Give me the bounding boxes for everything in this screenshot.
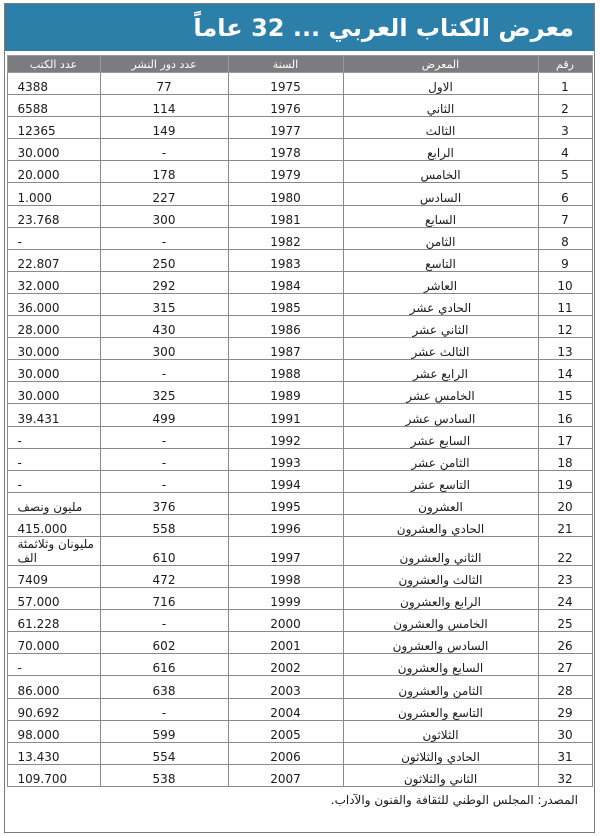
row-year: 1977 — [228, 117, 343, 139]
row-fair-name: الثالث والعشرون — [343, 565, 538, 587]
table-row — [7, 470, 592, 492]
row-number: 22 — [538, 536, 592, 565]
table-row — [7, 448, 592, 470]
row-books: مليون ونصف — [7, 492, 100, 514]
row-books: 23.768 — [7, 205, 100, 227]
row-publishers: - — [100, 360, 228, 382]
row-fair-name: السادس عشر — [343, 404, 538, 426]
row-fair-name: الخامس — [343, 161, 538, 183]
table-row — [7, 360, 592, 382]
row-year: 1983 — [228, 249, 343, 271]
row-fair-name: الثاني — [343, 95, 538, 117]
row-publishers: 300 — [100, 205, 228, 227]
row-publishers: 227 — [100, 183, 228, 205]
row-fair-name: السادس — [343, 183, 538, 205]
row-fair-name: الثامن — [343, 227, 538, 249]
row-books: مليونان وثلاثمئة الف — [7, 536, 100, 565]
row-fair-name: العشرون — [343, 492, 538, 514]
row-year: 1976 — [228, 95, 343, 117]
row-number: 18 — [538, 448, 592, 470]
row-books: 12365 — [7, 117, 100, 139]
row-publishers: 558 — [100, 514, 228, 536]
row-year: 1978 — [228, 139, 343, 161]
table-row — [7, 227, 592, 249]
row-year: 2005 — [228, 720, 343, 742]
row-fair-name: الاول — [343, 73, 538, 95]
row-year: 1996 — [228, 514, 343, 536]
row-number: 15 — [538, 382, 592, 404]
table-row — [7, 565, 592, 587]
row-year: 2006 — [228, 742, 343, 764]
row-publishers: 250 — [100, 249, 228, 271]
table-row — [7, 514, 592, 536]
row-publishers: 292 — [100, 271, 228, 293]
row-year: 1997 — [228, 536, 343, 565]
row-number: 27 — [538, 654, 592, 676]
row-number: 6 — [538, 183, 592, 205]
table-header-row — [7, 56, 592, 73]
row-number: 10 — [538, 271, 592, 293]
row-books: 30.000 — [7, 139, 100, 161]
row-fair-name: السابع والعشرون — [343, 654, 538, 676]
row-number: 24 — [538, 588, 592, 610]
table-row — [7, 698, 592, 720]
row-books: 61.228 — [7, 610, 100, 632]
row-books: 39.431 — [7, 404, 100, 426]
row-publishers: 114 — [100, 95, 228, 117]
row-fair-name: الحادي والثلاثون — [343, 742, 538, 764]
row-fair-name: السادس والعشرون — [343, 632, 538, 654]
row-books: 32.000 — [7, 271, 100, 293]
row-publishers: 325 — [100, 382, 228, 404]
row-number: 17 — [538, 426, 592, 448]
row-fair-name: السابع — [343, 205, 538, 227]
row-fair-name: الحادي والعشرون — [343, 514, 538, 536]
row-number: 28 — [538, 676, 592, 698]
row-number: 3 — [538, 117, 592, 139]
row-fair-name: التاسع عشر — [343, 470, 538, 492]
table-row — [7, 536, 592, 565]
row-books: - — [7, 426, 100, 448]
row-number: 2 — [538, 95, 592, 117]
row-publishers: - — [100, 448, 228, 470]
row-number: 16 — [538, 404, 592, 426]
row-publishers: 616 — [100, 654, 228, 676]
row-year: 1988 — [228, 360, 343, 382]
row-number: 20 — [538, 492, 592, 514]
row-publishers: 610 — [100, 536, 228, 565]
table-row — [7, 316, 592, 338]
row-fair-name: الحادي عشر — [343, 293, 538, 315]
table-row — [7, 205, 592, 227]
source-note: المصدر: المجلس الوطني للثقافة والفنون والآداب. — [330, 792, 578, 807]
row-publishers: 602 — [100, 632, 228, 654]
table-row — [7, 588, 592, 610]
table-row — [7, 382, 592, 404]
table-row — [7, 338, 592, 360]
row-fair-name: التاسع والعشرون — [343, 698, 538, 720]
row-books: 6588 — [7, 95, 100, 117]
row-publishers: - — [100, 139, 228, 161]
row-year: 1979 — [228, 161, 343, 183]
row-books: 86.000 — [7, 676, 100, 698]
row-books: 57.000 — [7, 588, 100, 610]
row-year: 2001 — [228, 632, 343, 654]
row-fair-name: الثاني والعشرون — [343, 536, 538, 565]
row-year: 1985 — [228, 293, 343, 315]
page-title: معرض الكتاب العربي ... 32 عاماً — [193, 13, 574, 42]
row-publishers: - — [100, 426, 228, 448]
row-number: 4 — [538, 139, 592, 161]
row-publishers: 538 — [100, 764, 228, 786]
row-publishers: 716 — [100, 588, 228, 610]
table-row — [7, 139, 592, 161]
row-fair-name: الخامس والعشرون — [343, 610, 538, 632]
row-books: 13.430 — [7, 742, 100, 764]
row-fair-name: التاسع — [343, 249, 538, 271]
row-year: 1986 — [228, 316, 343, 338]
row-number: 5 — [538, 161, 592, 183]
row-fair-name: السابع عشر — [343, 426, 538, 448]
row-books: 30.000 — [7, 382, 100, 404]
row-books: 7409 — [7, 565, 100, 587]
row-year: 1991 — [228, 404, 343, 426]
row-year: 1980 — [228, 183, 343, 205]
row-number: 25 — [538, 610, 592, 632]
table-row — [7, 95, 592, 117]
row-books: 20.000 — [7, 161, 100, 183]
row-books: 90.692 — [7, 698, 100, 720]
table-row — [7, 426, 592, 448]
row-fair-name: الرابع — [343, 139, 538, 161]
row-books: 4388 — [7, 73, 100, 95]
table-row — [7, 117, 592, 139]
row-publishers: 472 — [100, 565, 228, 587]
title-bar — [5, 4, 594, 51]
table-row — [7, 183, 592, 205]
table-body — [7, 73, 592, 787]
row-year: 1999 — [228, 588, 343, 610]
row-year: 1998 — [228, 565, 343, 587]
row-year: 2002 — [228, 654, 343, 676]
table-row — [7, 271, 592, 293]
row-fair-name: الرابع عشر — [343, 360, 538, 382]
row-year: 2004 — [228, 698, 343, 720]
row-fair-name: الثالث — [343, 117, 538, 139]
row-number: 1 — [538, 73, 592, 95]
row-number: 9 — [538, 249, 592, 271]
row-fair-name: الثامن والعشرون — [343, 676, 538, 698]
table-row — [7, 676, 592, 698]
header-name: المعرض — [343, 56, 538, 73]
row-number: 32 — [538, 764, 592, 786]
row-number: 23 — [538, 565, 592, 587]
row-books: 98.000 — [7, 720, 100, 742]
header-books: عدد الكتب — [7, 56, 100, 73]
row-publishers: 554 — [100, 742, 228, 764]
row-number: 19 — [538, 470, 592, 492]
row-books: - — [7, 654, 100, 676]
row-publishers: 300 — [100, 338, 228, 360]
header-year: السنة — [228, 56, 343, 73]
row-year: 1981 — [228, 205, 343, 227]
row-year: 1989 — [228, 382, 343, 404]
row-books: 415.000 — [7, 514, 100, 536]
book-fair-table — [7, 55, 593, 787]
row-publishers: 499 — [100, 404, 228, 426]
row-publishers: 430 — [100, 316, 228, 338]
table-frame — [4, 3, 595, 833]
row-books: 22.807 — [7, 249, 100, 271]
row-number: 30 — [538, 720, 592, 742]
row-fair-name: الرابع والعشرون — [343, 588, 538, 610]
row-fair-name: الخامس عشر — [343, 382, 538, 404]
row-year: 1995 — [228, 492, 343, 514]
row-year: 2000 — [228, 610, 343, 632]
row-number: 12 — [538, 316, 592, 338]
row-number: 13 — [538, 338, 592, 360]
table-row — [7, 293, 592, 315]
row-books: 28.000 — [7, 316, 100, 338]
header-num: رقم — [538, 56, 592, 73]
table-row — [7, 742, 592, 764]
row-publishers: 376 — [100, 492, 228, 514]
row-books: 30.000 — [7, 360, 100, 382]
row-publishers: - — [100, 698, 228, 720]
row-number: 26 — [538, 632, 592, 654]
row-books: - — [7, 227, 100, 249]
row-number: 29 — [538, 698, 592, 720]
row-year: 1987 — [228, 338, 343, 360]
row-books: 70.000 — [7, 632, 100, 654]
row-books: 36.000 — [7, 293, 100, 315]
row-publishers: 315 — [100, 293, 228, 315]
row-publishers: 178 — [100, 161, 228, 183]
row-year: 1975 — [228, 73, 343, 95]
row-year: 1992 — [228, 426, 343, 448]
row-publishers: - — [100, 470, 228, 492]
row-fair-name: الثاني والثلاثون — [343, 764, 538, 786]
table-row — [7, 404, 592, 426]
row-number: 8 — [538, 227, 592, 249]
table-row — [7, 720, 592, 742]
row-year: 2007 — [228, 764, 343, 786]
row-year: 1982 — [228, 227, 343, 249]
row-number: 21 — [538, 514, 592, 536]
table-row — [7, 161, 592, 183]
row-publishers: 599 — [100, 720, 228, 742]
row-year: 1984 — [228, 271, 343, 293]
row-publishers: 638 — [100, 676, 228, 698]
row-year: 1994 — [228, 470, 343, 492]
header-publishers: عدد دور النشر — [100, 56, 228, 73]
row-publishers: - — [100, 227, 228, 249]
row-number: 31 — [538, 742, 592, 764]
table-row — [7, 654, 592, 676]
row-year: 1993 — [228, 448, 343, 470]
row-books: 30.000 — [7, 338, 100, 360]
row-publishers: 149 — [100, 117, 228, 139]
row-fair-name: العاشر — [343, 271, 538, 293]
table-row — [7, 249, 592, 271]
table-row — [7, 632, 592, 654]
row-books: 109.700 — [7, 764, 100, 786]
row-fair-name: الثلاثون — [343, 720, 538, 742]
row-number: 11 — [538, 293, 592, 315]
table-row — [7, 764, 592, 786]
row-fair-name: الثاني عشر — [343, 316, 538, 338]
row-fair-name: الثامن عشر — [343, 448, 538, 470]
row-publishers: - — [100, 610, 228, 632]
row-number: 7 — [538, 205, 592, 227]
row-publishers: 77 — [100, 73, 228, 95]
table-row — [7, 610, 592, 632]
row-books: - — [7, 470, 100, 492]
row-year: 2003 — [228, 676, 343, 698]
row-books: - — [7, 448, 100, 470]
table-row — [7, 492, 592, 514]
row-books: 1.000 — [7, 183, 100, 205]
row-number: 14 — [538, 360, 592, 382]
row-fair-name: الثالث عشر — [343, 338, 538, 360]
table-row — [7, 73, 592, 95]
